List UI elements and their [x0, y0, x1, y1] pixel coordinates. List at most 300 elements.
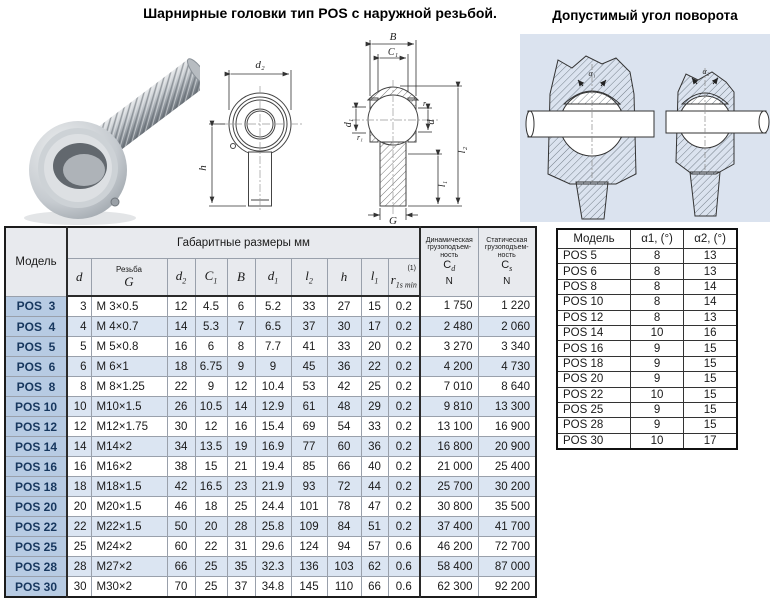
value-cell: 34.8: [255, 577, 291, 598]
value-cell: 17: [684, 433, 737, 449]
table-row: [5, 357, 536, 377]
table-row: [557, 264, 737, 279]
value-cell: 8: [227, 337, 255, 357]
value-cell: 9: [255, 357, 291, 377]
table-row: [557, 295, 737, 310]
value-cell: 124: [291, 537, 327, 557]
value-cell: 109: [291, 517, 327, 537]
value-cell: M27×2: [91, 557, 167, 577]
value-cell: 0.2: [388, 497, 420, 517]
value-cell: 110: [327, 577, 361, 598]
value-cell: 15: [684, 356, 737, 371]
value-cell: 0.2: [388, 317, 420, 337]
value-cell: 29.6: [255, 537, 291, 557]
value-cell: 32.3: [255, 557, 291, 577]
dim-label-C1: C₁: [387, 47, 399, 58]
dim-label-G: G: [389, 215, 397, 226]
value-cell: 9: [630, 356, 683, 371]
table-row: [557, 372, 737, 387]
dim-label-l1: l₁: [437, 180, 448, 188]
value-cell: 30: [67, 577, 91, 598]
value-cell: 41 700: [478, 517, 536, 537]
value-cell: 5: [67, 337, 91, 357]
value-cell: M 8×1.25: [91, 377, 167, 397]
value-cell: 84: [327, 517, 361, 537]
value-cell: 94: [327, 537, 361, 557]
model-cell: POS 8: [557, 279, 630, 294]
table-row: [557, 387, 737, 402]
value-cell: 45: [291, 357, 327, 377]
value-cell: 42: [327, 377, 361, 397]
value-cell: 36: [327, 357, 361, 377]
value-cell: 0.2: [388, 397, 420, 417]
value-cell: 12: [67, 417, 91, 437]
dimensions-table: [4, 226, 537, 598]
value-cell: M12×1.75: [91, 417, 167, 437]
value-cell: 48: [327, 397, 361, 417]
model-cell: POS 20: [557, 372, 630, 387]
col-header-d1: $d_1$: [255, 259, 291, 297]
value-cell: 21: [227, 457, 255, 477]
value-cell: 25 400: [478, 457, 536, 477]
model-cell: POS 28: [557, 418, 630, 433]
value-cell: 61: [291, 397, 327, 417]
value-cell: 70: [167, 577, 195, 598]
value-cell: 35: [227, 557, 255, 577]
value-cell: 62 300: [420, 577, 478, 598]
value-cell: 0.2: [388, 457, 420, 477]
value-cell: 16: [227, 417, 255, 437]
model-cell: POS 22: [557, 387, 630, 402]
value-cell: 145: [291, 577, 327, 598]
value-cell: 24.4: [255, 497, 291, 517]
value-cell: 0.2: [388, 357, 420, 377]
value-cell: 0.2: [388, 517, 420, 537]
table-row: [557, 433, 737, 449]
value-cell: 20: [67, 497, 91, 517]
value-cell: 14: [67, 437, 91, 457]
table-row: [5, 377, 536, 397]
dim-label-d2: d₂: [255, 59, 265, 71]
value-cell: 13: [684, 249, 737, 264]
value-cell: 16 800: [420, 437, 478, 457]
value-cell: 47: [361, 497, 388, 517]
model-cell: POS 30: [5, 577, 67, 598]
model-cell: POS 14: [5, 437, 67, 457]
value-cell: 18: [167, 357, 195, 377]
value-cell: 30 800: [420, 497, 478, 517]
model-cell: POS 18: [5, 477, 67, 497]
value-cell: 9: [227, 357, 255, 377]
grease-nipple: [111, 198, 119, 206]
value-cell: 46: [167, 497, 195, 517]
value-cell: 14: [684, 279, 737, 294]
model-cell: POS 10: [557, 295, 630, 310]
model-cell: POS 12: [557, 310, 630, 325]
table-row: [557, 249, 737, 264]
value-cell: 42: [167, 477, 195, 497]
value-cell: 8: [630, 279, 683, 294]
value-cell: 103: [327, 557, 361, 577]
value-cell: 72: [327, 477, 361, 497]
col-header-b: B: [227, 259, 255, 297]
value-cell: 29: [361, 397, 388, 417]
table-row: [5, 417, 536, 437]
value-cell: 9: [630, 372, 683, 387]
value-cell: 16: [167, 337, 195, 357]
value-cell: 10.5: [195, 397, 227, 417]
value-cell: 12: [195, 417, 227, 437]
value-cell: 57: [361, 537, 388, 557]
model-cell: POS 14: [557, 325, 630, 340]
value-cell: 30: [327, 317, 361, 337]
value-cell: 62: [361, 557, 388, 577]
value-cell: 25: [227, 497, 255, 517]
model-cell: POS 22: [5, 517, 67, 537]
page-title: Шарнирные головки тип POS с наружной резьбой.: [143, 5, 497, 21]
model-cell: POS 10: [5, 397, 67, 417]
model-cell: POS 18: [557, 356, 630, 371]
rotation-sketch-rod-end: [666, 67, 769, 216]
value-cell: 13 300: [478, 397, 536, 417]
model-cell: POS 25: [5, 537, 67, 557]
col-header-model: Модель: [5, 227, 67, 296]
value-cell: 22: [195, 537, 227, 557]
value-cell: 25 700: [420, 477, 478, 497]
table-row: [557, 356, 737, 371]
table-row: [5, 477, 536, 497]
table-row: [5, 397, 536, 417]
value-cell: 28: [67, 557, 91, 577]
value-cell: 0.6: [388, 557, 420, 577]
value-cell: 25.8: [255, 517, 291, 537]
value-cell: 10: [630, 325, 683, 340]
value-cell: 10: [630, 387, 683, 402]
value-cell: 15: [684, 418, 737, 433]
value-cell: M24×2: [91, 537, 167, 557]
value-cell: 22: [67, 517, 91, 537]
value-cell: M 5×0.8: [91, 337, 167, 357]
value-cell: 15: [684, 402, 737, 417]
value-cell: 4: [67, 317, 91, 337]
value-cell: 16: [67, 457, 91, 477]
value-cell: M 6×1: [91, 357, 167, 377]
value-cell: M22×1.5: [91, 517, 167, 537]
table-row: [5, 317, 536, 337]
value-cell: M 3×0.5: [91, 296, 167, 317]
value-cell: 66: [167, 557, 195, 577]
table-row: [5, 537, 536, 557]
col-header-cd: Динамическая грузоподъем- ность $C_d$ N: [420, 227, 478, 296]
value-cell: 25: [195, 557, 227, 577]
value-cell: 53: [291, 377, 327, 397]
value-cell: 3 270: [420, 337, 478, 357]
model-cell: POS 6: [557, 264, 630, 279]
value-cell: 8: [630, 249, 683, 264]
value-cell: 17: [361, 317, 388, 337]
model-cell: POS 12: [5, 417, 67, 437]
value-cell: 34: [167, 437, 195, 457]
rotation-angle-table: [556, 228, 738, 450]
value-cell: 37: [291, 317, 327, 337]
value-cell: M14×2: [91, 437, 167, 457]
rod-end-photo: [8, 58, 200, 230]
value-cell: 3 340: [478, 337, 536, 357]
value-cell: 26: [167, 397, 195, 417]
angle-col-model: Модель: [557, 229, 630, 249]
rotation-angle-panel: [520, 34, 770, 222]
value-cell: 87 000: [478, 557, 536, 577]
value-cell: 9: [195, 377, 227, 397]
value-cell: 15: [195, 457, 227, 477]
value-cell: M20×1.5: [91, 497, 167, 517]
value-cell: 33: [291, 296, 327, 317]
value-cell: 20: [361, 337, 388, 357]
dim-label-r1-top: r₁: [423, 99, 429, 108]
table-row: [557, 325, 737, 340]
value-cell: 28: [227, 517, 255, 537]
value-cell: 21 000: [420, 457, 478, 477]
value-cell: 14: [167, 317, 195, 337]
value-cell: 92 200: [478, 577, 536, 598]
value-cell: 9: [630, 418, 683, 433]
value-cell: 7: [227, 317, 255, 337]
value-cell: 19.4: [255, 457, 291, 477]
table-row: [557, 279, 737, 294]
value-cell: 8: [630, 310, 683, 325]
dim-label-r1-bottom: r₁: [357, 133, 363, 142]
value-cell: M18×1.5: [91, 477, 167, 497]
table-row: [5, 457, 536, 477]
model-cell: POS 28: [5, 557, 67, 577]
angle-col-a1: α1, (°): [630, 229, 683, 249]
value-cell: 38: [167, 457, 195, 477]
value-cell: 0.2: [388, 337, 420, 357]
value-cell: 12.9: [255, 397, 291, 417]
value-cell: 37: [227, 577, 255, 598]
value-cell: 23: [227, 477, 255, 497]
value-cell: 13: [684, 264, 737, 279]
value-cell: 33: [327, 337, 361, 357]
value-cell: 25: [195, 577, 227, 598]
value-cell: 22: [361, 357, 388, 377]
value-cell: 25: [361, 377, 388, 397]
value-cell: 6.5: [255, 317, 291, 337]
value-cell: 6: [195, 337, 227, 357]
value-cell: 15: [684, 387, 737, 402]
value-cell: 12: [167, 296, 195, 317]
value-cell: 0.2: [388, 417, 420, 437]
col-header-l1: $l_1$: [361, 259, 388, 297]
value-cell: 0.2: [388, 477, 420, 497]
value-cell: 4.5: [195, 296, 227, 317]
value-cell: 36: [361, 437, 388, 457]
col-header-thread: Резьба G: [91, 259, 167, 297]
value-cell: 44: [361, 477, 388, 497]
value-cell: 1 750: [420, 296, 478, 317]
value-cell: 31: [227, 537, 255, 557]
value-cell: 0.2: [388, 296, 420, 317]
value-cell: 40: [361, 457, 388, 477]
value-cell: 5.2: [255, 296, 291, 317]
value-cell: 6: [67, 357, 91, 377]
value-cell: 33: [361, 417, 388, 437]
value-cell: 2 060: [478, 317, 536, 337]
angle-col-a2: α2, (°): [684, 229, 737, 249]
angle-label-a1: α₁: [588, 69, 596, 78]
bore-inner: [63, 154, 105, 186]
value-cell: 30 200: [478, 477, 536, 497]
value-cell: 77: [291, 437, 327, 457]
model-cell: POS 3: [5, 296, 67, 317]
value-cell: 46 200: [420, 537, 478, 557]
value-cell: 60: [167, 537, 195, 557]
value-cell: 6.75: [195, 357, 227, 377]
value-cell: 9: [630, 402, 683, 417]
col-header-l2: $l_2$: [291, 259, 327, 297]
value-cell: 54: [327, 417, 361, 437]
value-cell: 7 010: [420, 377, 478, 397]
value-cell: 8: [630, 295, 683, 310]
value-cell: 0.2: [388, 377, 420, 397]
value-cell: 16.9: [255, 437, 291, 457]
value-cell: 25: [67, 537, 91, 557]
value-cell: 66: [361, 577, 388, 598]
dim-label-h: h: [197, 165, 209, 171]
model-cell: POS 20: [5, 497, 67, 517]
value-cell: 10: [67, 397, 91, 417]
value-cell: 8: [67, 377, 91, 397]
value-cell: 41: [291, 337, 327, 357]
value-cell: 18: [67, 477, 91, 497]
value-cell: 58 400: [420, 557, 478, 577]
col-header-r1s: (1) $r_{1s min}$: [388, 259, 420, 297]
col-header-d: d: [67, 259, 91, 297]
rotation-sketch-housing: [526, 56, 654, 219]
model-cell: POS 30: [557, 433, 630, 449]
value-cell: 3: [67, 296, 91, 317]
value-cell: 51: [361, 517, 388, 537]
model-cell: POS 6: [5, 357, 67, 377]
value-cell: 20: [195, 517, 227, 537]
value-cell: 8 640: [478, 377, 536, 397]
value-cell: 10: [630, 433, 683, 449]
table-row: [557, 341, 737, 356]
value-cell: 21.9: [255, 477, 291, 497]
value-cell: 8: [630, 264, 683, 279]
value-cell: 15: [361, 296, 388, 317]
table-row: [5, 557, 536, 577]
value-cell: 22: [167, 377, 195, 397]
value-cell: 72 700: [478, 537, 536, 557]
value-cell: M30×2: [91, 577, 167, 598]
value-cell: 16: [684, 325, 737, 340]
value-cell: 9: [630, 341, 683, 356]
value-cell: 85: [291, 457, 327, 477]
model-cell: POS 25: [557, 402, 630, 417]
table-row: [557, 310, 737, 325]
value-cell: M 4×0.7: [91, 317, 167, 337]
model-cell: POS 8: [5, 377, 67, 397]
table-row: [5, 577, 536, 598]
rotation-panel-title: Допустимый угол поворота: [552, 8, 738, 23]
value-cell: 69: [291, 417, 327, 437]
value-cell: M10×1.5: [91, 397, 167, 417]
value-cell: 9 810: [420, 397, 478, 417]
col-header-c1: $C_1$: [195, 259, 227, 297]
value-cell: 0.6: [388, 537, 420, 557]
value-cell: 4 200: [420, 357, 478, 377]
col-header-cs: Статическая грузоподъем- ность $C_s$ N: [478, 227, 536, 296]
value-cell: 14: [684, 295, 737, 310]
value-cell: 15.4: [255, 417, 291, 437]
value-cell: 15: [684, 341, 737, 356]
value-cell: 66: [327, 457, 361, 477]
value-cell: 37 400: [420, 517, 478, 537]
model-cell: POS 16: [5, 457, 67, 477]
value-cell: 35 500: [478, 497, 536, 517]
value-cell: 13.5: [195, 437, 227, 457]
value-cell: 5.3: [195, 317, 227, 337]
value-cell: 14: [227, 397, 255, 417]
value-cell: 4 730: [478, 357, 536, 377]
model-cell: POS 5: [5, 337, 67, 357]
table-row: [5, 517, 536, 537]
value-cell: 16.5: [195, 477, 227, 497]
dim-label-l2: l₂: [456, 146, 468, 154]
col-group-dimensions: Габаритные размеры мм: [67, 227, 420, 259]
table-row: [5, 497, 536, 517]
dimension-drawing: [192, 24, 527, 226]
model-cell: POS 4: [5, 317, 67, 337]
value-cell: 93: [291, 477, 327, 497]
value-cell: 13 100: [420, 417, 478, 437]
value-cell: 10.4: [255, 377, 291, 397]
value-cell: 78: [327, 497, 361, 517]
value-cell: 19: [227, 437, 255, 457]
value-cell: 101: [291, 497, 327, 517]
value-cell: 7.7: [255, 337, 291, 357]
value-cell: 0.6: [388, 577, 420, 598]
table-row: [557, 402, 737, 417]
dim-label-B: B: [389, 31, 397, 43]
angle-label-a2: α₂: [702, 67, 710, 76]
value-cell: 6: [227, 296, 255, 317]
model-cell: POS 5: [557, 249, 630, 264]
rotation-angle-diagram: [520, 34, 770, 222]
value-cell: 18: [195, 497, 227, 517]
value-cell: M16×2: [91, 457, 167, 477]
dim-label-d: d: [426, 119, 437, 125]
value-cell: 1 220: [478, 296, 536, 317]
value-cell: 0.2: [388, 437, 420, 457]
model-cell: POS 16: [557, 341, 630, 356]
col-header-d2: $d_2$: [167, 259, 195, 297]
table-row: [5, 337, 536, 357]
value-cell: 15: [684, 372, 737, 387]
value-cell: 16 900: [478, 417, 536, 437]
value-cell: 20 900: [478, 437, 536, 457]
table-row: [5, 296, 536, 317]
col-header-h: h: [327, 259, 361, 297]
value-cell: 12: [227, 377, 255, 397]
value-cell: 27: [327, 296, 361, 317]
table-row: [5, 437, 536, 457]
value-cell: 30: [167, 417, 195, 437]
table-row: [557, 418, 737, 433]
value-cell: 50: [167, 517, 195, 537]
value-cell: 13: [684, 310, 737, 325]
